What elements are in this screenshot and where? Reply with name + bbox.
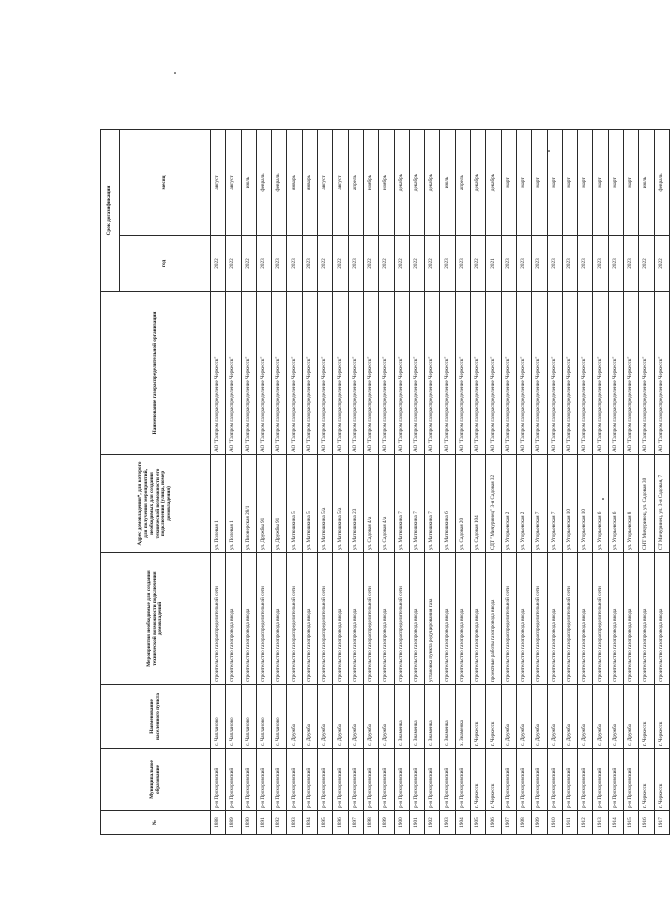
row-number: 1903 <box>440 811 455 835</box>
row-organization: АО "Газпром газораспределение Черкесск" <box>241 292 256 455</box>
row-organization: АО "Газпром газораспределение Черкесск" <box>455 292 470 455</box>
row-address: ул. Пионерская 28/1 <box>241 455 256 553</box>
row-month: июль <box>440 130 455 236</box>
table-row <box>287 130 302 835</box>
row-measure: строительство газопровода ввода <box>624 553 639 685</box>
row-number: 1893 <box>287 811 302 835</box>
row-settlement: с. Чапланово <box>272 685 287 749</box>
table-row <box>363 130 378 835</box>
row-municipality: р-н Прохоровский <box>272 749 287 811</box>
row-month: март <box>608 130 623 236</box>
row-municipality: р-н Прохоровский <box>516 749 531 811</box>
row-municipality: р-н Прохоровский <box>226 749 241 811</box>
table-row <box>425 130 440 835</box>
row-organization: АО "Газпром газораспределение Черкесск" <box>409 292 424 455</box>
row-address: ул. Матюшкина 7 <box>409 455 424 553</box>
table-row <box>608 130 623 835</box>
row-month: март <box>578 130 593 236</box>
row-measure: строительство газопровода ввода <box>578 553 593 685</box>
row-settlement: с. Дружба <box>348 685 363 749</box>
row-municipality: р-н Прохоровский <box>593 749 608 811</box>
row-measure: строительство газораспределительной сети <box>256 553 271 685</box>
row-month: март <box>547 130 562 236</box>
row-municipality: г. Черкесск <box>654 749 669 811</box>
row-measure: проектные работы газопровода ввода <box>486 553 501 685</box>
row-municipality: р-н Прохоровский <box>363 749 378 811</box>
table-row <box>226 130 241 835</box>
row-settlement: с. Дружба <box>379 685 394 749</box>
row-address: ул. Садовая 104 <box>471 455 486 553</box>
row-year: 2023 <box>593 236 608 292</box>
row-organization: АО "Газпром газораспределение Черкесск" <box>226 292 241 455</box>
row-address: СНТ Мичуринец, ул. Садовая 30 <box>639 455 654 553</box>
row-organization: АО "Газпром газораспределение Черкесск" <box>593 292 608 455</box>
row-municipality: р-н Прохоровский <box>409 749 424 811</box>
table-row <box>532 130 547 835</box>
row-municipality: г. Черкесск <box>471 749 486 811</box>
row-settlement: с. Знаменка <box>425 685 440 749</box>
table-row <box>256 130 271 835</box>
row-measure: строительство газопровода ввода <box>547 553 562 685</box>
row-municipality: р-н Прохоровский <box>455 749 470 811</box>
row-municipality: г. Черкесск <box>486 749 501 811</box>
row-month: ноябрь <box>379 130 394 236</box>
header-month: месяц <box>120 130 211 236</box>
row-address: ул. Угорьевская 10 <box>562 455 577 553</box>
table-row <box>409 130 424 835</box>
row-number: 1901 <box>409 811 424 835</box>
row-number: 1905 <box>471 811 486 835</box>
row-settlement: с. Дружба <box>562 685 577 749</box>
row-number: 1909 <box>532 811 547 835</box>
table-header <box>101 130 211 835</box>
header-organization: Наименование газораспределительной организации <box>101 292 211 455</box>
row-measure: строительство газопровода ввода <box>639 553 654 685</box>
row-settlement: г. Черкесск <box>471 685 486 749</box>
row-settlement: с. Дружба <box>287 685 302 749</box>
row-address: ул. Садовая 4/а <box>363 455 378 553</box>
row-measure: строительство газопровода ввода <box>241 553 256 685</box>
table-row <box>578 130 593 835</box>
scan-speck <box>548 150 550 152</box>
row-month: март <box>593 130 608 236</box>
row-measure: строительство газопровода ввода <box>348 553 363 685</box>
table-row <box>654 130 669 835</box>
row-measure: строительство газопровода ввода <box>516 553 531 685</box>
table-row <box>455 130 470 835</box>
row-number: 1891 <box>256 811 271 835</box>
row-settlement: с. Дружба <box>578 685 593 749</box>
row-month: июль <box>639 130 654 236</box>
table-row <box>394 130 409 835</box>
table-row <box>318 130 333 835</box>
table-row <box>272 130 287 835</box>
row-month: декабрь <box>486 130 501 236</box>
row-number: 1900 <box>394 811 409 835</box>
row-month: апрель <box>455 130 470 236</box>
row-month: март <box>501 130 516 236</box>
row-address: СТ Мичуринец, ул. 3-я Садовая, 7 <box>654 455 669 553</box>
row-measure: строительство газопровода ввода <box>333 553 348 685</box>
header-settlement: Наименование населенного пункта <box>101 685 211 749</box>
row-address: ул. Матюшкина 5 <box>287 455 302 553</box>
row-settlement: с. Дружба <box>363 685 378 749</box>
table-row <box>440 130 455 835</box>
row-address: ул. Полевая 1 <box>226 455 241 553</box>
row-settlement: х. Знаменка <box>455 685 470 749</box>
row-settlement: с. Знаменка <box>440 685 455 749</box>
table-row <box>486 130 501 835</box>
row-measure: строительство газораспределительной сети <box>211 553 226 685</box>
row-organization: АО "Газпром газораспределение Черкесск" <box>516 292 531 455</box>
row-address: ул. Садовая 4/а <box>379 455 394 553</box>
row-municipality: р-н Прохоровский <box>425 749 440 811</box>
row-number: 1896 <box>333 811 348 835</box>
row-month: ноябрь <box>363 130 378 236</box>
gasification-table <box>100 129 670 835</box>
row-year: 2022 <box>409 236 424 292</box>
row-number: 1917 <box>654 811 669 835</box>
row-settlement: с. Дружба <box>516 685 531 749</box>
table-row <box>333 130 348 835</box>
row-year: 2022 <box>639 236 654 292</box>
row-organization: АО "Газпром газораспределение Черкесск" <box>624 292 639 455</box>
row-number: 1897 <box>348 811 363 835</box>
row-year: 2023 <box>578 236 593 292</box>
row-measure: строительство газопровода ввода <box>226 553 241 685</box>
row-month: декабрь <box>409 130 424 236</box>
header-year: год <box>120 236 211 292</box>
row-organization: АО "Газпром газораспределение Черкесск" <box>501 292 516 455</box>
row-measure: строительство газораспределительной сети <box>363 553 378 685</box>
table-row <box>639 130 654 835</box>
row-organization: АО "Газпром газораспределение Черкесск" <box>639 292 654 455</box>
row-settlement: г. Черкесск <box>654 685 669 749</box>
row-organization: АО "Газпром газораспределение Черкесск" <box>256 292 271 455</box>
row-address: ул. Матюшкина 5/а <box>333 455 348 553</box>
row-year: 2022 <box>379 236 394 292</box>
row-address: ул. Матюшкина 23 <box>348 455 363 553</box>
row-address: ул. Угорьевская 2 <box>501 455 516 553</box>
table-body <box>211 130 670 835</box>
row-settlement: с. Дружба <box>532 685 547 749</box>
row-settlement: с. Знаменка <box>394 685 409 749</box>
row-address: ул. Угорьевская 8 <box>624 455 639 553</box>
table-row <box>501 130 516 835</box>
row-year: 2023 <box>348 236 363 292</box>
row-measure: строительство газопровода ввода <box>440 553 455 685</box>
row-number: 1902 <box>425 811 440 835</box>
row-month: август <box>211 130 226 236</box>
row-organization: АО "Газпром газораспределение Черкесск" <box>272 292 287 455</box>
table-row <box>516 130 531 835</box>
row-number: 1889 <box>226 811 241 835</box>
row-year: 2022 <box>394 236 409 292</box>
scan-speck <box>602 498 604 500</box>
row-address: СДТ "Мичуринец" 3-я Садовая 32 <box>486 455 501 553</box>
row-year: 2023 <box>256 236 271 292</box>
row-year: 2023 <box>501 236 516 292</box>
table-row <box>624 130 639 835</box>
row-month: март <box>516 130 531 236</box>
row-settlement: с. Знаменка <box>409 685 424 749</box>
row-number: 1899 <box>379 811 394 835</box>
row-organization: АО "Газпром газораспределение Черкесск" <box>425 292 440 455</box>
row-number: 1907 <box>501 811 516 835</box>
row-number: 1890 <box>241 811 256 835</box>
row-measure: строительство газораспределительной сети <box>394 553 409 685</box>
row-address: ул. Матюшкина 6 <box>440 455 455 553</box>
row-address: ул. Матюшкина 5/а <box>318 455 333 553</box>
header-term-group: Срок догазификации <box>101 130 120 292</box>
row-month: февраль <box>654 130 669 236</box>
row-month: март <box>532 130 547 236</box>
row-settlement: с. Дружба <box>624 685 639 749</box>
row-settlement: г. Черкесск <box>486 685 501 749</box>
row-year: 2023 <box>532 236 547 292</box>
row-year: 2022 <box>211 236 226 292</box>
row-municipality: р-н Прохоровский <box>501 749 516 811</box>
row-number: 1892 <box>272 811 287 835</box>
row-year: 2022 <box>425 236 440 292</box>
row-organization: АО "Газпром газораспределение Черкесск" <box>654 292 669 455</box>
row-organization: АО "Газпром газораспределение Черкесск" <box>471 292 486 455</box>
row-year: 2023 <box>562 236 577 292</box>
header-municipality: Муниципальное образование <box>101 749 211 811</box>
row-municipality: р-н Прохоровский <box>547 749 562 811</box>
row-year: 2023 <box>608 236 623 292</box>
row-measure: строительство газопровода ввода <box>272 553 287 685</box>
row-address: ул. Угорьевская 6 <box>593 455 608 553</box>
row-organization: АО "Газпром газораспределение Черкесск" <box>333 292 348 455</box>
row-address: ул. Садовая 20 <box>455 455 470 553</box>
row-measure: строительство газораспределительной сети <box>593 553 608 685</box>
row-municipality: р-н Прохоровский <box>394 749 409 811</box>
row-organization: АО "Газпром газораспределение Черкесск" <box>394 292 409 455</box>
row-address: ул. Полевая 1 <box>211 455 226 553</box>
row-municipality: р-н Прохоровский <box>287 749 302 811</box>
row-settlement: с. Дружба <box>547 685 562 749</box>
row-municipality: г. Черкесск <box>639 749 654 811</box>
row-measure: строительство газораспределительной сети <box>501 553 516 685</box>
row-month: август <box>226 130 241 236</box>
row-organization: АО "Газпром газораспределение Черкесск" <box>318 292 333 455</box>
row-organization: АО "Газпром газораспределение Черкесск" <box>287 292 302 455</box>
row-address: ул. Матюшкина 5 <box>302 455 317 553</box>
row-settlement: с. Дружба <box>318 685 333 749</box>
row-measure: строительство газопровода ввода <box>654 553 669 685</box>
row-address: ул. Матюшкина 7 <box>394 455 409 553</box>
row-settlement: с. Чапланово <box>211 685 226 749</box>
row-number: 1888 <box>211 811 226 835</box>
row-month: август <box>318 130 333 236</box>
table-row <box>379 130 394 835</box>
header-address: Адрес домовладения*, для которого для получения мероприятий, необходимых для создания технической возможности его подключения (улица, номер домовладения) <box>101 455 211 553</box>
table-row <box>348 130 363 835</box>
row-number: 1915 <box>624 811 639 835</box>
table-row <box>562 130 577 835</box>
row-year: 2022 <box>471 236 486 292</box>
row-number: 1898 <box>363 811 378 835</box>
row-number: 1913 <box>593 811 608 835</box>
row-year: 2023 <box>287 236 302 292</box>
row-year: 2021 <box>486 236 501 292</box>
row-number: 1894 <box>302 811 317 835</box>
row-month: декабрь <box>425 130 440 236</box>
row-month: июль <box>241 130 256 236</box>
row-measure: строительство газопровода ввода <box>302 553 317 685</box>
row-month: февраль <box>256 130 271 236</box>
row-number: 1916 <box>639 811 654 835</box>
row-organization: АО "Газпром газораспределение Черкесск" <box>562 292 577 455</box>
row-organization: АО "Газпром газораспределение Черкесск" <box>578 292 593 455</box>
table-row <box>593 130 608 835</box>
header-num: № <box>101 811 211 835</box>
row-municipality: р-н Прохоровский <box>241 749 256 811</box>
row-address: ул. Угорьевская 2 <box>516 455 531 553</box>
row-month: март <box>624 130 639 236</box>
row-address: ул. Угорьевская 7 <box>532 455 547 553</box>
row-address: ул. Дружбы 91 <box>272 455 287 553</box>
row-month: август <box>333 130 348 236</box>
row-organization: АО "Газпром газораспределение Черкесск" <box>486 292 501 455</box>
row-measure: строительство газопровода ввода <box>455 553 470 685</box>
row-month: январь <box>302 130 317 236</box>
row-year: 2023 <box>624 236 639 292</box>
row-municipality: р-н Прохоровский <box>532 749 547 811</box>
row-number: 1895 <box>318 811 333 835</box>
row-number: 1914 <box>608 811 623 835</box>
row-year: 2022 <box>654 236 669 292</box>
row-settlement: с. Чапланово <box>226 685 241 749</box>
row-number: 1904 <box>455 811 470 835</box>
row-settlement: с. Дружба <box>593 685 608 749</box>
row-number: 1911 <box>562 811 577 835</box>
row-settlement: с. Чапланово <box>256 685 271 749</box>
row-organization: АО "Газпром газораспределение Черкесск" <box>608 292 623 455</box>
table-row <box>302 130 317 835</box>
row-measure: строительство газопровода ввода <box>379 553 394 685</box>
row-municipality: р-н Прохоровский <box>333 749 348 811</box>
row-settlement: с. Дружба <box>501 685 516 749</box>
row-municipality: р-н Прохоровский <box>608 749 623 811</box>
row-year: 2022 <box>333 236 348 292</box>
row-measure: строительство газораспределительной сети <box>562 553 577 685</box>
row-month: февраль <box>272 130 287 236</box>
row-measure: установка пункта редуцирования газа <box>425 553 440 685</box>
row-year: 2023 <box>302 236 317 292</box>
row-organization: АО "Газпром газораспределение Черкесск" <box>532 292 547 455</box>
row-year: 2023 <box>455 236 470 292</box>
table-row <box>241 130 256 835</box>
row-measure: строительство газопровода ввода <box>409 553 424 685</box>
row-settlement: с. Дружба <box>608 685 623 749</box>
row-organization: АО "Газпром газораспределение Черкесск" <box>348 292 363 455</box>
row-organization: АО "Газпром газораспределение Черкесск" <box>379 292 394 455</box>
row-month: март <box>562 130 577 236</box>
row-year: 2023 <box>272 236 287 292</box>
row-municipality: р-н Прохоровский <box>302 749 317 811</box>
rotated-table-sheet <box>100 130 664 835</box>
row-municipality: р-н Прохоровский <box>256 749 271 811</box>
row-settlement: с. Дружба <box>333 685 348 749</box>
row-number: 1910 <box>547 811 562 835</box>
row-measure: строительство газопровода ввода <box>471 553 486 685</box>
row-organization: АО "Газпром газораспределение Черкесск" <box>302 292 317 455</box>
row-measure: строительство газопровода ввода <box>608 553 623 685</box>
row-address: ул. Дружбы 91 <box>256 455 271 553</box>
row-year: 2023 <box>547 236 562 292</box>
row-municipality: р-н Прохоровский <box>440 749 455 811</box>
row-municipality: р-н Прохоровский <box>379 749 394 811</box>
row-organization: АО "Газпром газораспределение Черкесск" <box>211 292 226 455</box>
row-municipality: р-н Прохоровский <box>578 749 593 811</box>
table-row <box>211 130 226 835</box>
row-month: декабрь <box>394 130 409 236</box>
row-number: 1906 <box>486 811 501 835</box>
scan-speck <box>174 72 176 74</box>
row-year: 2022 <box>226 236 241 292</box>
row-settlement: с. Дружба <box>302 685 317 749</box>
row-municipality: р-н Прохоровский <box>562 749 577 811</box>
row-organization: АО "Газпром газораспределение Черкесск" <box>440 292 455 455</box>
row-settlement: с. Чапланово <box>241 685 256 749</box>
row-measure: строительство газораспределительной сети <box>532 553 547 685</box>
row-number: 1908 <box>516 811 531 835</box>
row-address: ул. Угорьевская 6 <box>608 455 623 553</box>
header-measure: Мероприятия необходимые для создания технической возможности подключения домовладений <box>101 553 211 685</box>
row-municipality: р-н Прохоровский <box>211 749 226 811</box>
table-row <box>471 130 486 835</box>
row-municipality: р-н Прохоровский <box>318 749 333 811</box>
row-settlement: г. Черкесск <box>639 685 654 749</box>
row-month: январь <box>287 130 302 236</box>
row-month: декабрь <box>471 130 486 236</box>
row-year: 2022 <box>318 236 333 292</box>
row-organization: АО "Газпром газораспределение Черкесск" <box>363 292 378 455</box>
row-number: 1912 <box>578 811 593 835</box>
row-address: ул. Матюшкина 7 <box>425 455 440 553</box>
row-year: 2023 <box>440 236 455 292</box>
row-month: апрель <box>348 130 363 236</box>
row-year: 2022 <box>363 236 378 292</box>
row-year: 2023 <box>516 236 531 292</box>
row-address: ул. Угорьевская 10 <box>578 455 593 553</box>
row-address: ул. Угорьевская 7 <box>547 455 562 553</box>
row-organization: АО "Газпром газораспределение Черкесск" <box>547 292 562 455</box>
row-measure: строительство газораспределительной сети <box>318 553 333 685</box>
row-year: 2022 <box>241 236 256 292</box>
row-municipality: р-н Прохоровский <box>348 749 363 811</box>
row-municipality: р-н Прохоровский <box>624 749 639 811</box>
table-row <box>547 130 562 835</box>
row-measure: строительство газораспределительной сети <box>287 553 302 685</box>
